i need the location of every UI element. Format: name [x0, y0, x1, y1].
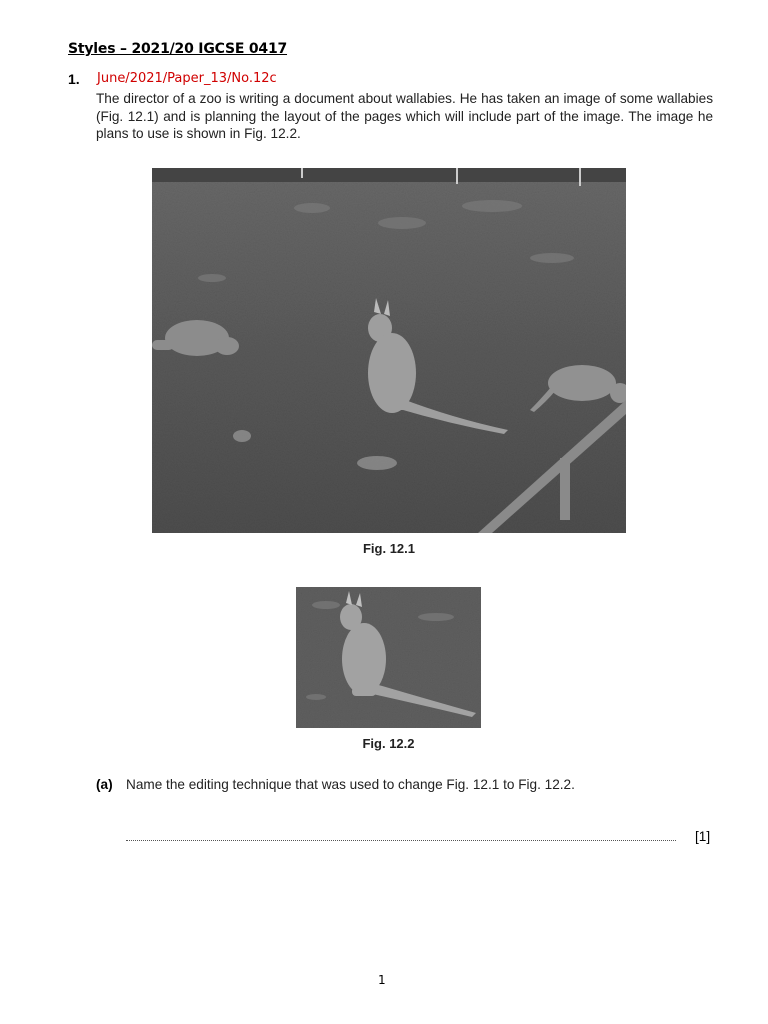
- figure-12-2-caption: Fig. 12.2: [362, 736, 415, 751]
- question-reference: June/2021/Paper_13/No.12c: [97, 71, 277, 86]
- page-number: 1: [378, 973, 386, 987]
- answer-line[interactable]: [126, 840, 676, 841]
- part-a-question: Name the editing technique that was used to change Fig. 12.1 to Fig. 12.2.: [126, 777, 575, 792]
- part-a-label: (a): [96, 777, 113, 792]
- document-title: Styles – 2021/20 IGCSE 0417: [68, 41, 288, 57]
- figure-12-1-image: [152, 168, 626, 533]
- question-text: The director of a zoo is writing a document about wallabies. He has taken an image of some wallabies (Fig. 12.1) and is planning the layout of the pages which will include part of the image. The image he plans to use is shown in Fig. 12.2.: [96, 91, 713, 141]
- marks-label: [1]: [695, 829, 711, 844]
- figure-12-1-caption: Fig. 12.1: [362, 541, 416, 556]
- figure-12-2-image: [296, 587, 481, 728]
- question-number: 1.: [68, 71, 80, 87]
